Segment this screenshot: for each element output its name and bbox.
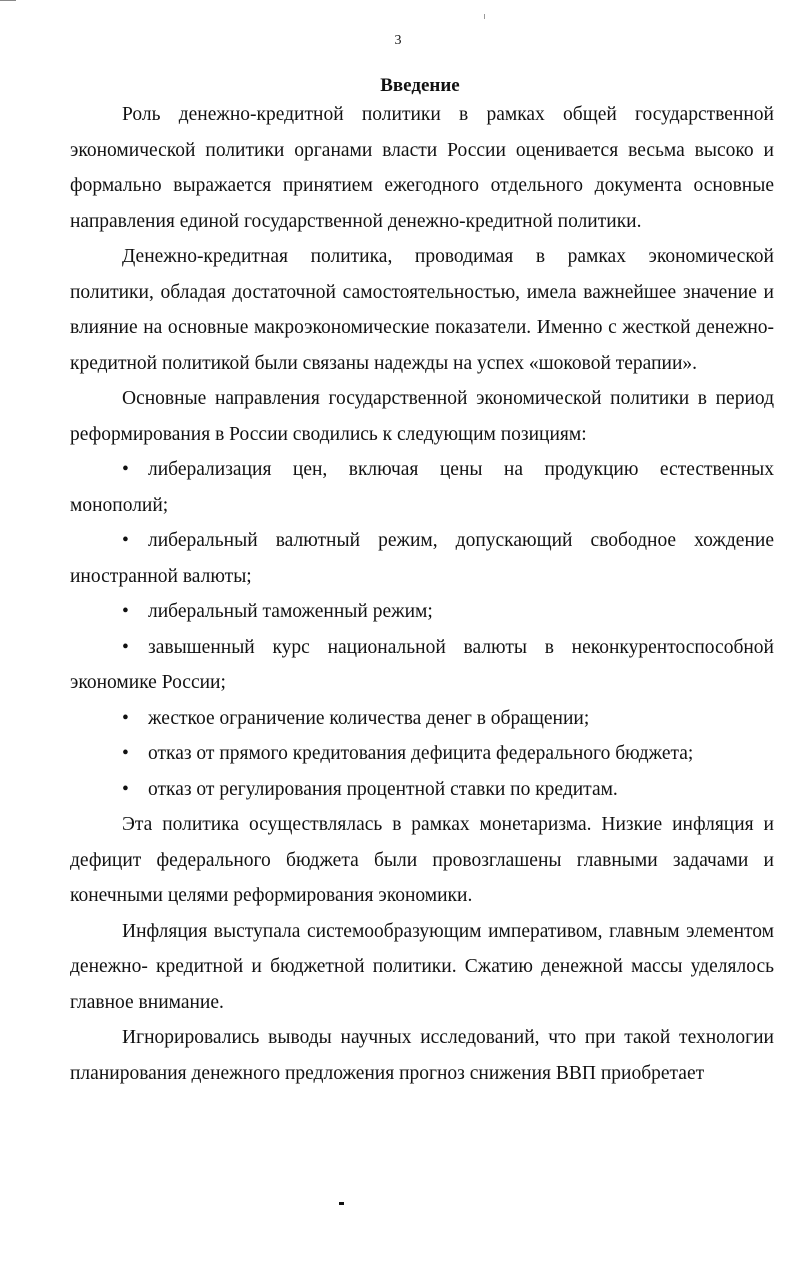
section-heading: Введение <box>380 75 460 96</box>
page-number: 3 <box>394 33 402 48</box>
list-item-text: либеральный таможенный режим; <box>148 601 433 622</box>
list-item <box>70 594 774 630</box>
bullet-icon: • <box>122 601 129 622</box>
paragraph: Эта политика осуществлялась в рамках монетаризма. Низкие инфляция и дефицит федерального бюджета были провозглашены главными задачами и конечными целями реформирования экономики. <box>70 814 774 906</box>
list-item <box>70 452 774 523</box>
list-item <box>70 772 774 808</box>
scan-mark <box>339 1202 344 1205</box>
paragraph: Инфляция выступала системообразующим императивом, главным элементом денежно- кредитной и бюджетной политики. Сжатию денежной массы уделялось главное внимание. <box>70 920 774 1013</box>
list-item-text: либерализация цен, включая цены на продукцию естественных монополий; <box>70 459 774 516</box>
paragraph: Денежно-кредитная политика, проводимая в рамках экономической политики, обладая достаточной самостоятельностью, имела важнейшее значение и влияние на основные макроэкономические показатели. Именно с жесткой денежно-кредитной политикой были связаны надежды на успех «шоковой терапии». <box>70 246 774 374</box>
list-item-text: отказ от регулирования процентной ставки по кредитам. <box>148 778 618 800</box>
list-item <box>70 630 774 701</box>
list-item-text: жесткое ограничение количества денег в обращении; <box>148 707 590 729</box>
paragraph: Роль денежно-кредитной политики в рамках общей государственной экономической политики органами власти России оценивается весьма высоко и формально выражается принятием ежегодного отдельного документа основные направления единой государственной денежно-кредитной политики. <box>70 104 774 232</box>
bullet-icon: • <box>122 778 129 800</box>
list-item <box>70 523 774 594</box>
bullet-icon: • <box>122 743 129 764</box>
paragraph: Игнорировались выводы научных исследований, что при такой технологии планирования денежного предложения прогноз снижения ВВП приобретает <box>70 1027 774 1084</box>
list-item <box>70 736 774 772</box>
bullet-icon: • <box>122 459 129 480</box>
list-item-text: либеральный валютный режим, допускающий свободное хождение иностранной валюты; <box>70 530 774 587</box>
paragraph: Основные направления государственной экономической политики в период реформирования в России сводились к следующим позициям: <box>70 388 774 445</box>
list-item-text: завышенный курс национальной валюты в неконкурентоспособной экономике России; <box>70 636 774 693</box>
scan-artifact <box>0 0 16 1</box>
body-text <box>70 97 774 1091</box>
bullet-icon: • <box>122 636 129 658</box>
list-item-text: отказ от прямого кредитования дефицита федерального бюджета; <box>148 743 694 764</box>
list-item <box>70 701 774 737</box>
bullet-icon: • <box>122 707 129 729</box>
bullet-icon: • <box>122 530 129 551</box>
scan-artifact <box>484 14 485 19</box>
